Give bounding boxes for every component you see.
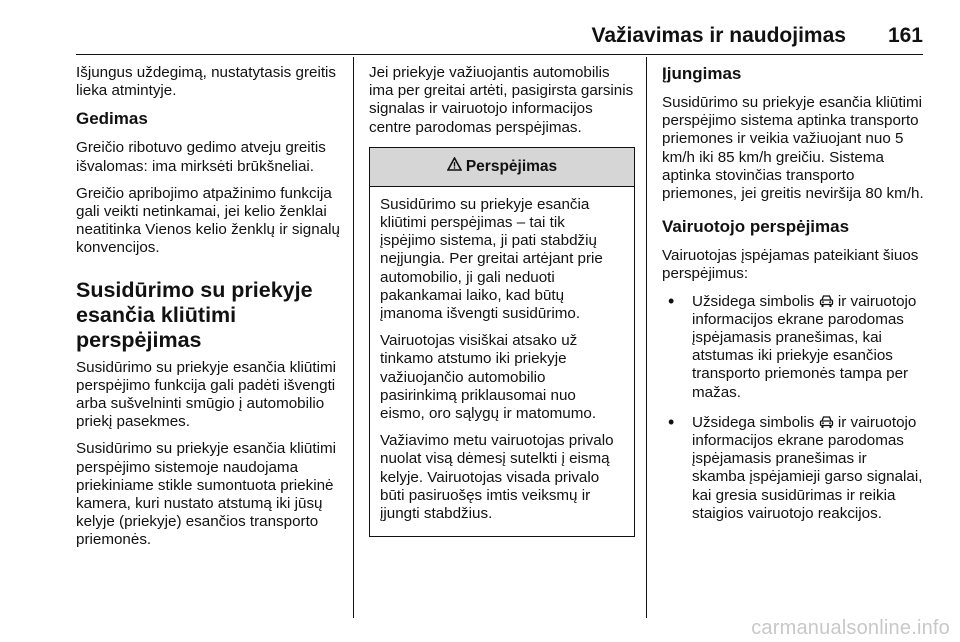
subheading-ijungimas: Įjungimas	[662, 64, 742, 83]
subheading-gedimas: Gedimas	[76, 109, 148, 129]
list-item-text: ir vairuotojo informacijos ekrane parodomas įspėjamasis pranešimas ir skamba įspėjamieji garso signalai, kai gresia susidūrimas ir reikia staigios vairuotojo reakcijos.	[692, 413, 923, 522]
column-2	[369, 64, 635, 537]
subheading-vairuotojo-perspejimas: Vairuotojo perspėjimas	[662, 217, 850, 237]
section-heading: Susidūrimo su priekyje esančia kliūtimi perspėjimas	[76, 277, 313, 352]
paragraph: Susidūrimo su priekyje esančia kliūtimi perspėjimo funkcija gali padėti išvengti arba sušvelninti smūgio į automobilio priekį pasekmes.	[76, 358, 336, 431]
list-item	[662, 290, 924, 402]
list-item-text: Užsidega simbolis	[692, 292, 815, 310]
paragraph: Vairuotojas visiškai atsako už tinkamo atstumo iki priekyje važiuojančio automobilio pasirinkimą priklausomai nuo eismo, oro sąlygų ir matomumo.	[380, 332, 597, 423]
paragraph: Greičio apribojimo atpažinimo funkcija gali veikti netinkamai, jei kelio ženklai neatitinka Vienos kelio ženklų ir signalų konvencijos.	[76, 184, 340, 257]
page-number: 161	[887, 24, 923, 47]
paragraph: Susidūrimo su priekyje esančia kliūtimi perspėjimas – tai tik įspėjimo sistema, ji pati stabdžių neįjungia. Per greitai artėjant prie automobilio, ji gali neduoti pakankamai laiko, kad būtų įmanoma išvengti susidūrimo.	[380, 195, 603, 323]
warning-title: Perspėjimas	[465, 157, 558, 175]
page-header	[76, 24, 923, 55]
bullet-icon: •	[668, 290, 675, 311]
paragraph: Važiavimo metu vairuotojas privalo nuolat visą dėmesį sutelkti į eismą kelyje. Vairuotojas visada privalo būti pasiruošęs imtis veiksmų ir įjungti stabdžius.	[380, 432, 614, 523]
paragraph: Susidūrimo su priekyje esančia kliūtimi perspėjimo sistemoje naudojama priekiniame stikle sumontuota priekinė kamera, kuri nustato atstumą iki jūsų kelyje (priekyje) esančios transporto priemonės.	[76, 440, 336, 549]
list-item-text: Užsidega simbolis	[692, 413, 815, 431]
paragraph: Jei priekyje važiuojantis automobilis ima per greitai artėti, pasigirsta garsinis signalas ir vairuotojo informacijos centre parodomas perspėjimas.	[369, 64, 634, 136]
car-front-icon	[819, 294, 834, 308]
paragraph: Greičio ribotuvo gedimo atveju greitis išvalomas: ima mirksėti brūkšneliai.	[76, 139, 326, 175]
warning-box	[369, 147, 635, 537]
paragraph: Vairuotojas įspėjamas pateikiant šiuos perspėjimus:	[662, 247, 919, 283]
page-title: Važiavimas ir naudojimas	[591, 24, 846, 47]
paragraph: Susidūrimo su priekyje esančia kliūtimi perspėjimo sistema aptinka transporto priemones ir veikia važiuojant nuo 5 km/h iki 85 km/h greičiu. Sistema aptinka stovinčias transporto priemones, jei greitis neviršija 80 km/h.	[662, 94, 924, 203]
warning-box-body	[370, 187, 634, 536]
list-item	[662, 411, 924, 523]
warning-triangle-icon	[447, 157, 462, 176]
list-item-text: ir vairuotojo informacijos ekrane parodomas įspėjamasis pranešimas, kai atstumas iki priekyje esančios transporto priemonės tampa per mažas.	[692, 292, 917, 401]
warning-box-header	[370, 148, 634, 187]
bullet-icon: •	[668, 411, 675, 432]
column-3	[662, 64, 924, 535]
column-divider-1	[353, 57, 354, 618]
paragraph: Išjungus uždegimą, nustatytasis greitis lieka atmintyje.	[76, 64, 337, 100]
column-divider-2	[646, 57, 647, 618]
car-front-icon	[819, 415, 834, 429]
watermark: carmanualsonline.info	[751, 617, 950, 639]
column-1	[76, 64, 344, 559]
bullet-list	[662, 290, 924, 523]
